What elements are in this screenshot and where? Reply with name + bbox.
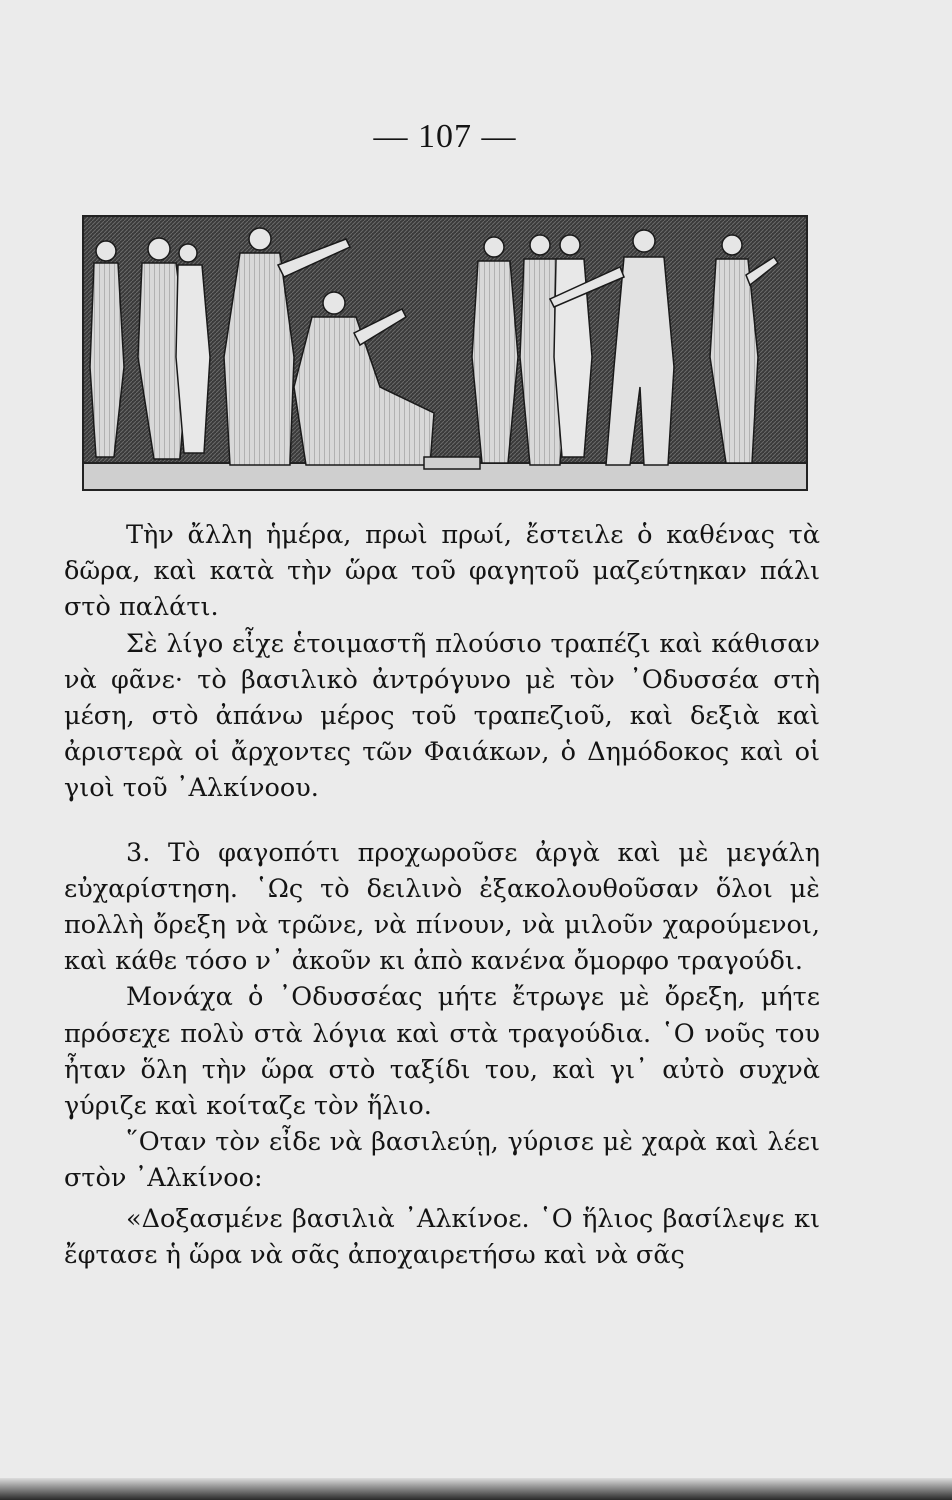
- paragraph-3: 3. Τὸ φαγοπότι προχωροῦσε ἀργὰ καὶ μὲ μεγάλη εὐχαρίστηση. ῾Ως τὸ δειλινὸ ἐξακολουθοῦσαν ὅλοι μὲ πολλὴ ὄρεξη νὰ τρῶνε, νὰ πίνουν, νὰ μιλοῦν χαρούμενοι, καὶ κάθε τόσο ν᾿ ἀκοῦν κι ἀπὸ κανένα ὄμορφο τραγούδι.: [64, 837, 820, 977]
- page-edge-shadow: [0, 1478, 952, 1500]
- paragraph-1: Τὴν ἄλλη ἡμέρα, πρωὶ πρωί, ἔστειλε ὁ καθένας τὰ δῶρα, καὶ κατὰ τὴν ὥρα τοῦ φαγητοῦ μαζεύτηκαν πάλι στὸ παλάτι.: [64, 520, 820, 623]
- figure-group-left: [90, 238, 210, 459]
- paragraph-5: ῞Οταν τὸν εἶδε νὰ βασιλεύῃ, γύρισε μὲ χαρὰ καὶ λέει στὸν ᾿Αλκίνοο:: [64, 1127, 820, 1194]
- body-text: [64, 517, 820, 1273]
- page-number: — 107 —: [373, 118, 517, 155]
- figure-group-center: [472, 235, 592, 465]
- paragraph-2: Σὲ λίγο εἶχε ἑτοιμαστῆ πλούσιο τραπέζι καὶ κάθισαν νὰ φᾶνε· τὸ βασιλικὸ ἀντρόγυνο μὲ τὸν ᾿Οδυσσέα στὴ μέση, στὸ ἀπάνω μέρος τοῦ τραπεζιοῦ, καὶ δεξιὰ καὶ ἀριστερὰ οἱ ἄρχοντες τῶν Φαιάκων, ὁ Δημόδοκος καὶ οἱ γιοὶ τοῦ ᾿Αλκίνοου.: [64, 628, 820, 804]
- frieze-engraving: [82, 215, 808, 491]
- paragraph-4: Μονάχα ὁ ᾿Οδυσσέας μήτε ἔτρωγε μὲ ὄρεξη, μήτε πρόσεχε πολὺ στὰ λόγια καὶ στὰ τραγούδια. ῾Ο νοῦς του ἦταν ὅλη τὴν ὥρα στὸ ταξίδι του, καὶ γι᾿ αὐτὸ συχνὰ γύριζε καὶ κοίταζε τὸν ἥλιο.: [64, 982, 820, 1122]
- paragraph-6: «Δοξασμένε βασιλιὰ ᾿Αλκίνοε. ῾Ο ἥλιος βασίλεψε κι ἔφτασε ἡ ὥρα νὰ σᾶς ἀποχαιρετήσω καὶ νὰ σᾶς: [64, 1203, 820, 1270]
